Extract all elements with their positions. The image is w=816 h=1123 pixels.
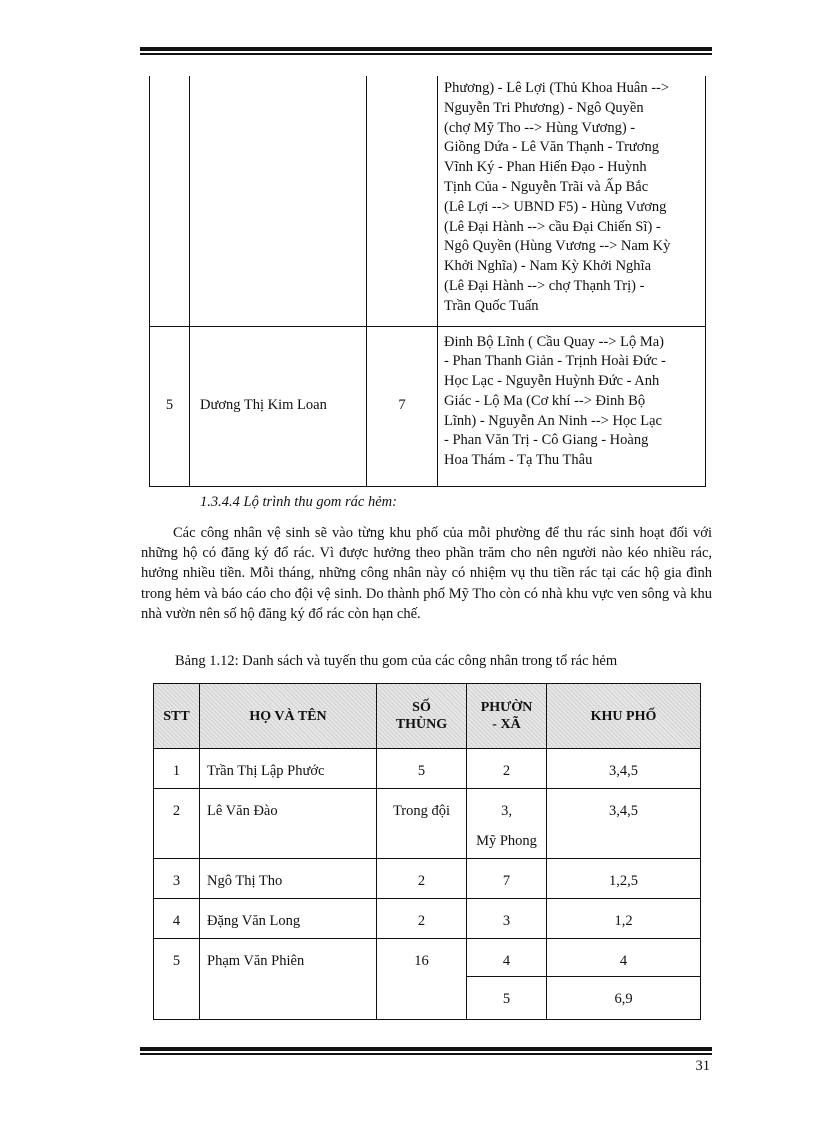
route-line: Hoa Thám - Tạ Thu Thâu bbox=[444, 452, 593, 469]
count-cell: 7 bbox=[367, 326, 438, 486]
table-row bbox=[154, 789, 701, 859]
table-row bbox=[150, 76, 706, 326]
name-cell: Phạm Văn Phiên bbox=[200, 939, 377, 1020]
header-name: HỌ VÀ TÊN bbox=[200, 684, 377, 749]
count-cell bbox=[367, 76, 438, 326]
page-number: 31 bbox=[695, 1058, 710, 1074]
route-line: (chợ Mỹ Tho --> Hùng Vương) - bbox=[444, 119, 636, 136]
name-cell: Ngô Thị Tho bbox=[200, 859, 377, 899]
header-rule bbox=[140, 47, 712, 55]
table-row bbox=[154, 939, 701, 977]
bins-cell: 2 bbox=[377, 899, 467, 939]
ward-cell: 5 bbox=[467, 977, 547, 1020]
table-row bbox=[154, 749, 701, 789]
route-line: Khởi Nghĩa) - Nam Kỳ Khởi Nghĩa bbox=[444, 258, 652, 275]
stt-cell bbox=[150, 76, 190, 326]
table-caption: Bảng 1.12: Danh sách và tuyến thu gom của các công nhân trong tổ rác hẻm bbox=[175, 653, 618, 669]
header-bins-line2: THÙNG bbox=[395, 717, 448, 732]
zone-cell: 6,9 bbox=[547, 977, 701, 1020]
route-cell bbox=[438, 326, 706, 486]
zone-cell: 3,4,5 bbox=[547, 749, 701, 789]
route-line: Đinh Bộ Lĩnh ( Cầu Quay --> Lộ Ma) bbox=[444, 333, 664, 350]
route-line: Phương) - Lê Lợi (Thủ Khoa Huân --> bbox=[444, 80, 670, 96]
section-heading: 1.3.4.4 Lộ trình thu gom rác hẻm: bbox=[200, 494, 397, 510]
route-line: (Lê Đại Hành --> cầu Đại Chiến Sĩ) - bbox=[444, 218, 661, 235]
body-paragraph: Các công nhân vệ sinh sẽ vào từng khu phố của mỗi phường để thu rác sinh hoạt đối với những hộ có đăng ký đổ rác. Vì được hưởng theo phần trăm cho nên người nào kéo nhiều rác, hưởng nhiều tiền. Mỗi tháng, những công nhân này có nhiệm vụ thu tiền rác tại các hộ gia đình trong hẻm và báo cáo cho đội vệ sinh. Do thành phố Mỹ Tho còn có nhà khu vực ven sông và khu nhà vườn nên số hộ đăng ký đổ rác còn hạn chế. bbox=[141, 525, 712, 622]
route-line: Nguyễn Tri Phương) - Ngô Quyền bbox=[444, 99, 644, 116]
header-bins-line1: SỐ bbox=[412, 700, 431, 715]
ward-cell: 7 bbox=[467, 859, 547, 899]
route-line: Lĩnh) - Nguyễn An Ninh --> Học Lạc bbox=[444, 412, 662, 429]
stt-cell: 5 bbox=[150, 326, 190, 486]
ward-cell: 4 bbox=[467, 939, 547, 977]
zone-cell: 1,2 bbox=[547, 899, 701, 939]
stt-cell: 5 bbox=[154, 939, 200, 1020]
ward-line: 3, bbox=[501, 803, 512, 819]
route-line: Giác - Lộ Ma (Cơ khí --> Đinh Bộ bbox=[444, 392, 646, 409]
ward-cell bbox=[467, 789, 547, 859]
table-header-row bbox=[154, 684, 701, 749]
zone-cell: 3,4,5 bbox=[547, 789, 701, 859]
zone-cell: 1,2,5 bbox=[547, 859, 701, 899]
route-cell bbox=[438, 76, 706, 326]
header-ward-line1: PHƯỜN bbox=[480, 700, 533, 715]
name-cell: Đặng Văn Long bbox=[200, 899, 377, 939]
route-line: Giồng Dứa - Lê Văn Thạnh - Trương bbox=[444, 139, 659, 156]
worker-table bbox=[153, 683, 701, 1020]
footer-rule bbox=[140, 1047, 712, 1055]
route-line: Học Lạc - Nguyễn Huỳnh Đức - Anh bbox=[444, 373, 660, 390]
ward-line: Mỹ Phong bbox=[476, 833, 537, 849]
bins-cell: Trong đội bbox=[377, 789, 467, 859]
ward-cell: 3 bbox=[467, 899, 547, 939]
table-row bbox=[150, 326, 706, 486]
name-cell bbox=[190, 76, 367, 326]
table-row bbox=[154, 859, 701, 899]
route-line: - Phan Thanh Giản - Trịnh Hoài Đức - bbox=[444, 353, 666, 370]
route-line: Ngô Quyền (Hùng Vương --> Nam Kỳ bbox=[444, 238, 671, 255]
bins-cell: 2 bbox=[377, 859, 467, 899]
header-bins bbox=[377, 684, 467, 749]
header-ward-line2: - XÃ bbox=[492, 717, 521, 732]
zone-cell: 4 bbox=[547, 939, 701, 977]
bins-cell: 5 bbox=[377, 749, 467, 789]
route-line: Vĩnh Ký - Phan Hiến Đạo - Huỳnh bbox=[444, 159, 647, 176]
ward-cell: 2 bbox=[467, 749, 547, 789]
name-cell: Trần Thị Lập Phước bbox=[200, 749, 377, 789]
table-row bbox=[154, 899, 701, 939]
header-zone: KHU PHỐ bbox=[547, 684, 701, 749]
header-ward bbox=[467, 684, 547, 749]
stt-cell: 4 bbox=[154, 899, 200, 939]
route-line: - Phan Văn Trị - Cô Giang - Hoàng bbox=[444, 432, 649, 449]
route-line: Tịnh Của - Nguyễn Trãi và Ấp Bắc bbox=[444, 178, 649, 195]
name-cell: Lê Văn Đào bbox=[200, 789, 377, 859]
route-line: (Lê Đại Hành --> chợ Thạnh Trị) - bbox=[444, 277, 645, 294]
stt-cell: 1 bbox=[154, 749, 200, 789]
bins-cell: 16 bbox=[377, 939, 467, 1020]
stt-cell: 2 bbox=[154, 789, 200, 859]
name-cell: Dương Thị Kim Loan bbox=[190, 326, 367, 486]
header-stt: STT bbox=[154, 684, 200, 749]
route-table-continuation bbox=[149, 76, 706, 487]
route-line: Trần Quốc Tuấn bbox=[444, 297, 539, 314]
route-line: (Lê Lợi --> UBND F5) - Hùng Vương bbox=[444, 198, 667, 215]
stt-cell: 3 bbox=[154, 859, 200, 899]
